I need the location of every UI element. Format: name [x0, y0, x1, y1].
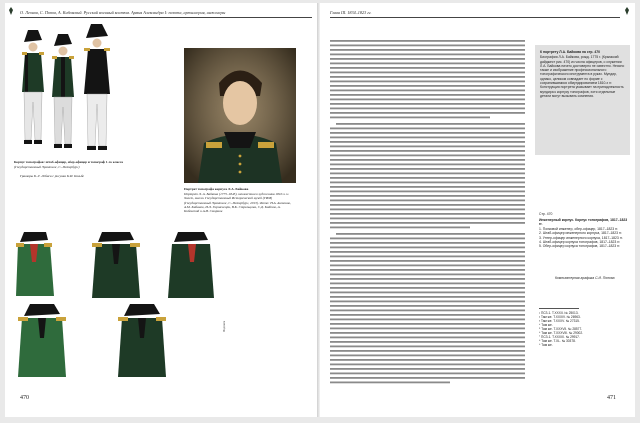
right-folio: 471 — [607, 395, 616, 401]
figure-credit: Компьютерная графика С.И. Попова — [555, 276, 615, 280]
portrait-caption-body: Портрет Л. А. Байкова (1775–1843), неизвестного художника 1810-х гг. Холст, масло. Государственный Исторический музей (ГИМ) (Государственный Эрмитаж, С.-Петербург, 2013). Фото: Н.А. Антонов, А.М. Кабанов, И.Л. Гиршенгорн, В.К. Стрельцова, С.Д. Кайтов, А. Кибовский и А.И. Смирнов — [184, 192, 291, 214]
figure-caption-item: 1. Полковой инженер, обер-офицер, 1817–1823 гг. — [539, 227, 619, 231]
figure-top-caption: Корпус топографов: штаб-офицер, обер-офицер и топограф 1-го класса — [14, 160, 123, 164]
body-text-block — [330, 40, 525, 390]
sidebar-text: Биография Л.А. Байкова, рожд. 1775 г. (Крымский дайджест рис. 470) из числа офицеров, о служении Л.А. Байкова ничего достоверно не известно. Неясно также и изображение профессионального топографического инструмента в руках. Мундир, однако, целиком совпадает по форме с сохранившимися обмундированием 1810-х гг. Конструкция портрета указывает на принадлежность мундира к корпусу топографов, хотя отдельные детали могут вызывать сомнения. — [540, 55, 625, 98]
uniform-figure — [118, 304, 166, 377]
left-running-header: О. Леонов, С. Попов, А. Кибовский. Русский военный костюм. Армия Александра I: пехота, артиллерия, инженеры — [20, 10, 226, 15]
footnote: ⁵ Там же. Т.XXXVII. № 28577. — [539, 327, 583, 331]
footnote: ² Там же. Т.XXXIV. № 26963. — [539, 315, 581, 319]
uniform-figure — [92, 232, 140, 298]
figure-caption-title: Инженерный корпус. Корпус топографов, 1817–1823 гг. — [539, 218, 628, 227]
right-header-rule — [330, 17, 620, 18]
footnote: ¹ ПСЗ-1. Т.XXXII. № 25013. — [539, 311, 579, 315]
soldier-figure — [84, 24, 110, 150]
left-header-rule — [20, 17, 312, 18]
uniform-figure — [18, 304, 66, 377]
footnote: ⁶ Там же. Т.XXXVIII. № 29002. — [539, 331, 583, 335]
figure-label: Стр. 470 — [539, 212, 553, 216]
page-emblem-icon — [622, 6, 632, 16]
sidebar-note — [535, 45, 630, 155]
figure-caption-item: 4. Штаб-офицер корпуса топографов, 1817–1823 гг. — [539, 239, 621, 244]
portrait-caption-title: Портрет топографа корпуса Л.А. Байкова — [184, 187, 249, 191]
text-lines — [330, 40, 525, 383]
footnotes — [539, 311, 631, 347]
bottom-side-label: Подписи — [222, 320, 226, 332]
uniform-figure — [168, 232, 214, 298]
footnote-rule — [539, 308, 579, 309]
footnote: ⁸ Там же. Т.XL. № 30378. — [539, 339, 576, 343]
figure-caption-item: 2. Штаб-офицер инженерного корпуса, 1817–1823 гг. — [539, 231, 623, 236]
bottom-caption: Гравюры Б.-Т. Лебаса с рисунка К.И. Кольбе — [20, 174, 85, 178]
portrait-baikov — [184, 48, 296, 183]
uniform-figure — [16, 232, 54, 296]
page-emblem-icon — [6, 6, 16, 16]
soldier-figure — [52, 34, 74, 148]
right-running-header: Глава III. 1834–1823 гг. — [330, 10, 372, 15]
figure-five-uniforms — [12, 232, 222, 387]
figure-caption-list — [539, 227, 631, 248]
footnote: ³ Там же. Т.XXXV. № 27315. — [539, 319, 580, 323]
soldier-figure — [22, 30, 44, 144]
footnote: ⁷ ПСЗ-1. Т.XXXIX. № 29917. — [539, 335, 580, 339]
sidebar-title: К портрету Л.А. Байкова на стр. 470 — [540, 50, 600, 54]
figure-top-credit: (Государственный Эрмитаж, С.-Петербург) — [14, 165, 80, 169]
left-folio: 470 — [20, 395, 29, 401]
figure-three-topographers — [14, 22, 126, 157]
figure-caption-item: 5. Обер-офицер корпуса топографов, 1817–1823 гг. — [539, 244, 621, 249]
figure-caption-item: 3. Унтер-офицер инженерного корпуса, 1817–1823 гг. — [539, 235, 623, 240]
footnote: ⁴ Там же. — [539, 323, 553, 327]
footnote: ⁹ Там же. — [539, 343, 553, 347]
